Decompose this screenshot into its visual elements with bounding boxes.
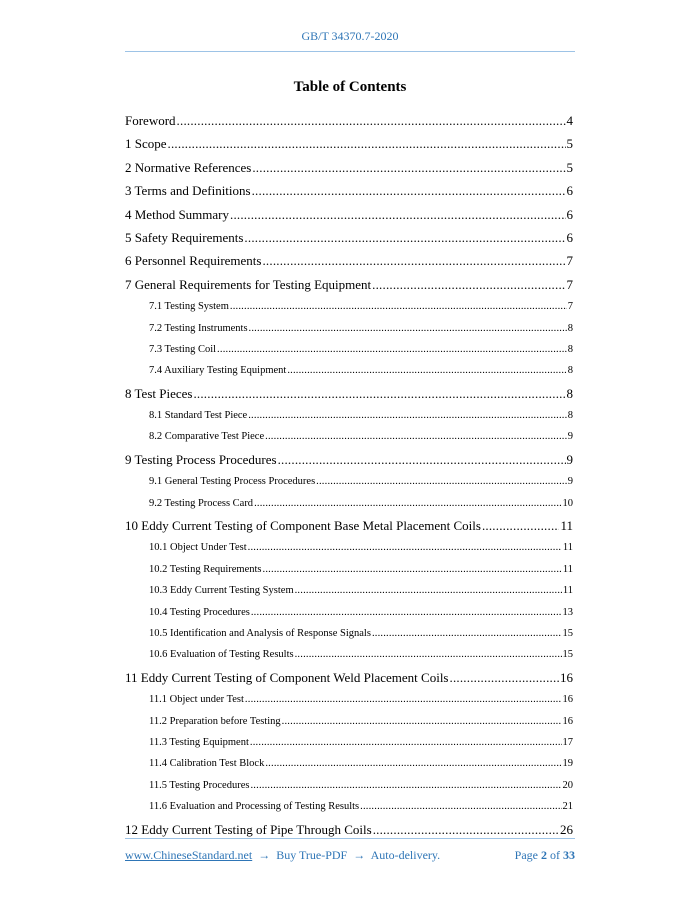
toc-subentry[interactable] [125,296,573,317]
toc-entry-page: 26 [560,821,573,837]
toc-entry-page: 11 [562,585,573,597]
toc-entry-label: 7 General Requirements for Testing Equipment [125,276,372,292]
toc-title: Table of Contents [293,79,407,95]
toc-entry-page: 6 [566,206,573,222]
toc-entry-label: 10.2 Testing Requirements [149,563,262,575]
arrow-right-icon: → [353,848,366,862]
page-indicator [515,848,575,863]
toc-subentry[interactable] [125,580,573,601]
page-current: 2 [541,848,547,862]
toc-entry-label: 10.4 Testing Procedures [149,606,250,618]
toc-subentry[interactable] [125,753,573,774]
dot-leader [193,382,565,405]
toc-entry-label: 11 Eddy Current Testing of Component Weld Placement Coils [125,669,449,685]
toc-subentry[interactable] [125,644,573,665]
toc-entry-page: 13 [562,606,573,618]
toc-entry-label: Foreword [125,113,176,128]
dot-leader [230,296,567,317]
toc-entry[interactable] [125,179,573,202]
toc-entry-page: 16 [562,694,573,706]
toc-entry-label: 11.3 Testing Equipment [149,736,249,748]
toc-entry-page: 11 [560,518,573,534]
toc-entry-page: 21 [562,801,573,813]
toc-entry[interactable] [125,249,573,272]
toc-entry-label: 11.4 Calibration Test Block [149,758,265,770]
toc-entry-page: 19 [562,758,573,770]
dot-leader [250,775,561,796]
toc-subentry[interactable] [125,689,573,710]
toc-entry[interactable] [125,514,573,537]
toc-entry-page: 16 [560,669,573,685]
standard-code: GB/T 34370.7-2020 [301,29,399,43]
dot-leader [217,339,567,360]
dot-leader [249,318,567,339]
page-of: of [550,848,560,862]
dot-leader [248,537,562,558]
dot-leader [245,689,562,710]
toc-entry-label: 10.1 Object Under Test [149,542,247,554]
toc-entry-page: 15 [562,649,573,661]
toc-entry-page: 6 [566,183,573,199]
toc-subentry[interactable] [125,796,573,817]
toc-entry-page: 15 [562,627,573,639]
toc-entry-label: 8 Test Pieces [125,385,193,401]
toc-entry-label: 8.1 Standard Test Piece [149,410,248,422]
toc-subentry[interactable] [125,732,573,753]
buy-pdf-text: Buy True-PDF [276,848,348,862]
toc-entry-label: 9.2 Testing Process Card [149,497,254,509]
dot-leader [168,132,566,155]
toc-entry-label: 2 Normative References [125,159,252,175]
dot-leader [254,493,561,514]
toc-entry-label: 12 Eddy Current Testing of Pipe Through Coils [125,821,372,837]
toc-entry-label: 1 Scope [125,136,167,152]
dot-leader [287,360,566,381]
toc-entry-page: 16 [562,715,573,727]
dot-leader [177,109,566,132]
dot-leader [250,732,562,753]
toc-entry-label: 11.6 Evaluation and Processing of Testing Results [149,801,360,813]
toc-entry[interactable] [125,666,573,689]
toc-entry-label: 7.2 Testing Instruments [149,322,248,334]
dot-leader [248,405,567,426]
toc-entry[interactable] [125,273,573,296]
toc-subentry[interactable] [125,471,573,492]
toc-entry-page: 10 [562,497,573,509]
header-divider [125,51,575,52]
page-word: Page [514,848,538,862]
dot-leader [316,471,567,492]
dot-leader [282,711,562,732]
auto-delivery-text: Auto-delivery. [370,848,441,862]
toc-subentry[interactable] [125,426,573,447]
website-link[interactable]: www.ChineseStandard.net [125,848,253,862]
toc-entry-label: 3 Terms and Definitions [125,183,251,199]
toc-entry-page: 8 [567,410,573,422]
toc-entry-label: 4 Method Summary [125,206,229,222]
toc-entry-page: 17 [562,736,573,748]
dot-leader [278,448,566,471]
toc-entry-label: 9.1 General Testing Process Procedures [149,476,316,488]
dot-leader [252,179,566,202]
arrow-right-icon: → [258,848,271,862]
toc-entry-label: 9 Testing Process Procedures [125,451,277,467]
toc-entry-page: 9 [566,451,573,467]
dot-leader [360,796,561,817]
toc-entry-page: 11 [562,542,573,554]
toc-entry[interactable] [125,382,573,405]
toc-entry-label: 10 Eddy Current Testing of Component Base Metal Placement Coils [125,518,481,534]
dot-leader [372,273,565,296]
toc-entry-page: 8 [566,385,573,401]
footer-divider [125,838,575,839]
toc-entry-page: 8 [567,343,573,355]
toc-entry-label: 7.3 Testing Coil [149,343,217,355]
toc-entry[interactable] [125,109,573,132]
toc-entry[interactable] [125,226,573,249]
toc-subentry[interactable] [125,775,573,796]
dot-leader [244,226,565,249]
dot-leader [252,156,565,179]
toc-entry-label: 7.1 Testing System [149,301,229,313]
toc-entry-page: 9 [567,431,573,443]
toc-subentry[interactable] [125,493,573,514]
dot-leader [265,426,567,447]
toc-entry[interactable] [125,132,573,155]
toc-entry-label: 11.2 Preparation before Testing [149,715,281,727]
toc-subentry[interactable] [125,360,573,381]
toc-entry-page: 6 [566,229,573,245]
dot-leader [263,559,562,580]
dot-leader [251,602,562,623]
toc-entry-page: 5 [566,159,573,175]
toc-entry-label: 7.4 Auxiliary Testing Equipment [149,365,287,377]
toc-entry-page: 7 [566,253,573,269]
toc-entry-page: 20 [562,779,573,791]
dot-leader [482,514,560,537]
toc-subentry[interactable] [125,559,573,580]
toc-entry[interactable] [125,448,573,471]
dot-leader [262,249,565,272]
toc-subentry[interactable] [125,339,573,360]
toc-entry-page: 5 [566,136,573,152]
toc-subentry[interactable] [125,405,573,426]
toc-entry-page: 8 [567,322,573,334]
dot-leader [295,644,562,665]
toc-entry[interactable] [125,203,573,226]
toc-entry-label: 5 Safety Requirements [125,229,244,245]
footer [125,848,575,863]
dot-leader [372,623,562,644]
toc-entry-page: 7 [567,301,573,313]
toc-entry-label: 6 Personnel Requirements [125,253,262,269]
toc-entry-label: 11.5 Testing Procedures [149,779,250,791]
toc-subentry[interactable] [125,623,573,644]
dot-leader [230,203,566,226]
toc-subentry[interactable] [125,711,573,732]
toc-entry-label: 10.5 Identification and Analysis of Response Signals [149,627,371,639]
toc-entry-label: 11.1 Object under Test [149,694,244,706]
footer-left [125,848,443,863]
table-of-contents [125,109,573,841]
toc-entry-page: 7 [566,276,573,292]
toc-entry-label: 10.3 Eddy Current Testing System [149,585,294,597]
dot-leader [450,666,560,689]
toc-subentry[interactable] [125,318,573,339]
toc-entry-page: 9 [567,476,573,488]
toc-subentry[interactable] [125,537,573,558]
toc-entry-label: 8.2 Comparative Test Piece [149,431,265,443]
dot-leader [265,753,561,774]
toc-entry-page: 8 [567,365,573,377]
toc-entry-page: 11 [562,563,573,575]
toc-subentry[interactable] [125,602,573,623]
toc-entry-page: 4 [566,113,573,128]
toc-entry[interactable] [125,156,573,179]
dot-leader [295,580,562,601]
page-total: 33 [563,848,575,862]
toc-entry-label: 10.6 Evaluation of Testing Results [149,649,294,661]
